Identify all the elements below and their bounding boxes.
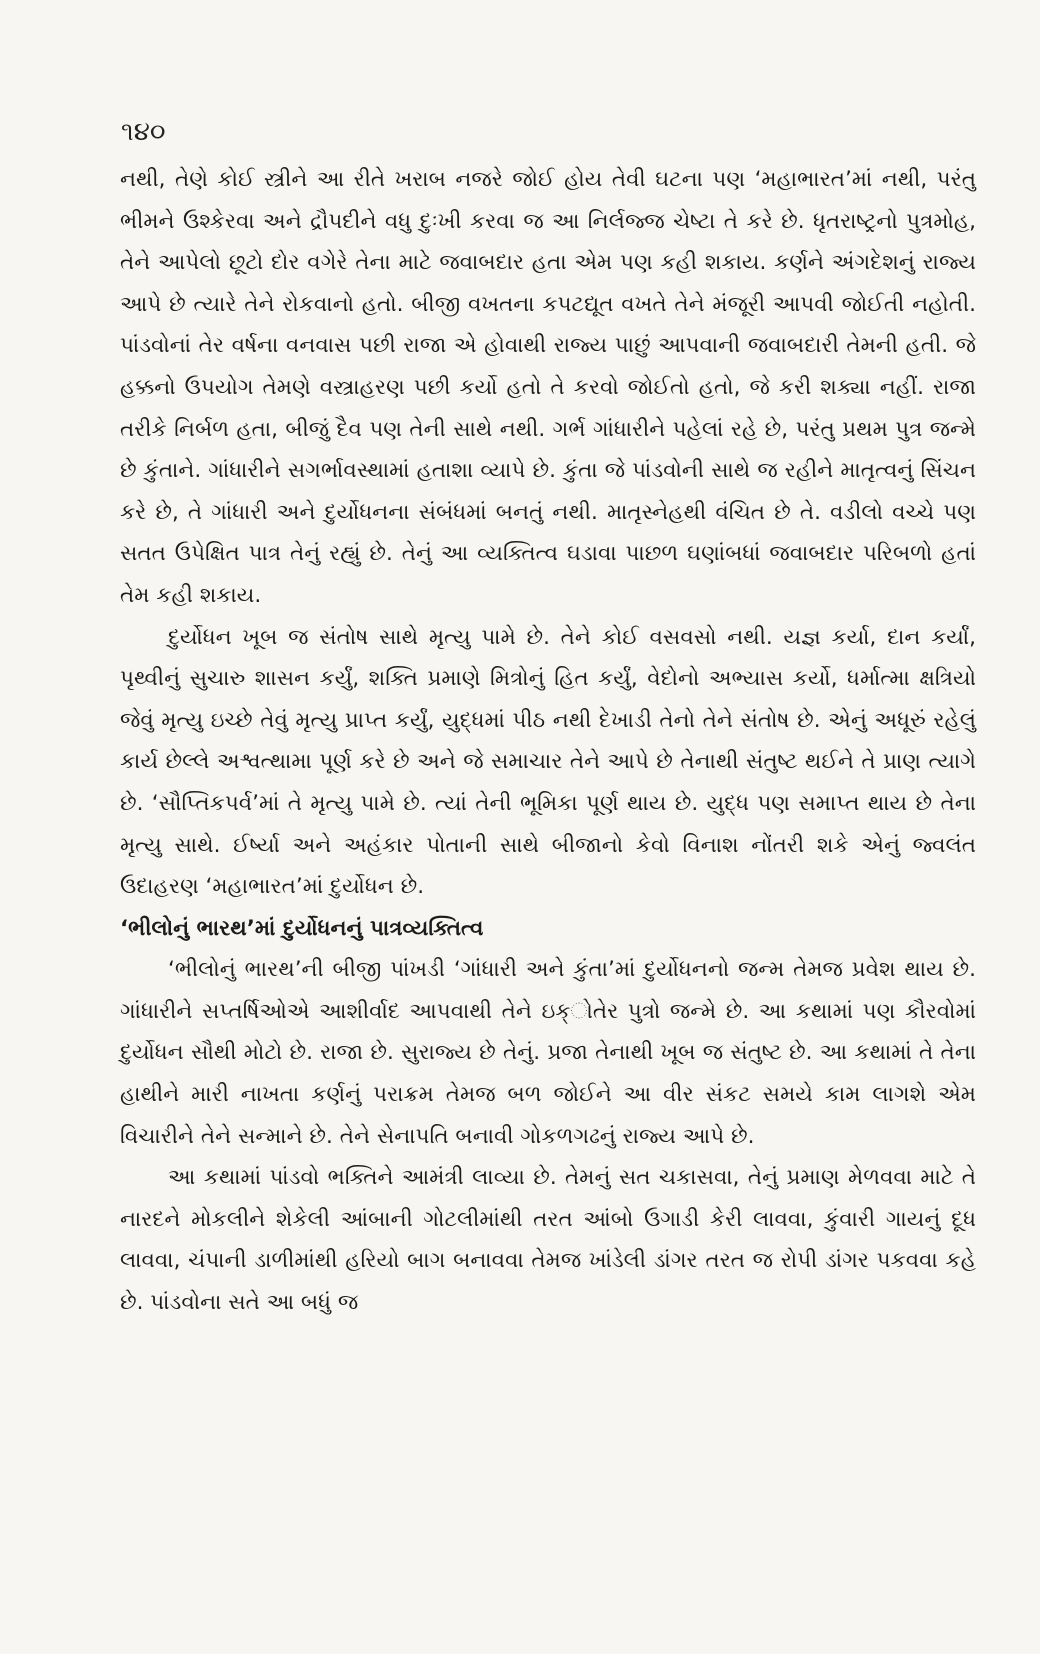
page-number: ૧૪૦ — [121, 117, 166, 147]
paragraph-3: ‘ભીલોનું ભારથ’ની બીજી પાંખડી ‘ગાંધારી અને કુંતા’માં દુર્યોધનનો જન્મ તેમજ પ્રવેશ થાય છે. ગાંધારીને સપ્તર્ષિઓએ આશીર્વાદ આપવાથી તેને ઇક્ોતેર પુત્રો જન્મે છે. આ કથામાં પણ કૌરવોમાં દુર્યોધન સૌથી મોટો છે. રાજા છે. સુરાજ્ય છે તેનું. પ્રજા તેનાથી ખૂબ જ સંતુષ્ટ છે. આ કથામાં તે તેના હાથીને મારી નાખતા કર્ણનું પરાક્રમ તેમજ બળ જોઈને આ વીર સંકટ સમયે કામ લાગશે એમ વિચારીને તેને સન્માને છે. તેને સેનાપતિ બનાવી ગોકળગઢનું રાજ્ય આપે છે. — [120, 957, 976, 1149]
page-body — [120, 159, 976, 1324]
paragraph-1: નથી, તેણે કોઈ સ્ત્રીને આ રીતે ખરાબ નજરે જોઈ હોય તેવી ઘટના પણ ‘મહાભારત’માં નથી, પરંતુ ભીમને ઉશ્કેરવા અને દ્રૌપદીને વધુ દુઃખી કરવા જ આ નિર્લજ્જ ચેષ્ટા તે કરે છે. ધૃતરાષ્ટ્રનો પુત્રમોહ, તેને આપેલો છૂટો દોર વગેરે તેના માટે જવાબદાર હતા એમ પણ કહી શકાય. કર્ણને અંગદેશનું રાજ્ય આપે છે ત્યારે તેને રોકવાનો હતો. બીજી વખતના કપટદ્યૂત વખતે તેને મંજૂરી આપવી જોઈતી નહોતી. પાંડવોનાં તેર વર્ષના વનવાસ પછી રાજા એ હોવાથી રાજ્ય પાછું આપવાની જવાબદારી તેમની હતી. જે હક્કનો ઉપયોગ તેમણે વસ્ત્રાહરણ પછી કર્યો હતો તે કરવો જોઈતો હતો, જે કરી શક્યા નહીં. રાજા તરીકે નિર્બળ હતા, બીજું દૈવ પણ તેની સાથે નથી. ગર્ભ ગાંધારીને પહેલાં રહે છે, પરંતુ પ્રથમ પુત્ર જન્મે છે કુંતાને. ગાંધારીને સગર્ભાવસ્થામાં હતાશા વ્યાપે છે. કુંતા જે પાંડવોની સાથે જ રહીને માતૃત્વનું સિંચન કરે છે, તે ગાંધારી અને દુર્યોધનના સંબંધમાં બનતું નથી. માતૃસ્નેહથી વંચિત છે તે. વડીલો વચ્ચે પણ સતત ઉપેક્ષિત પાત્ર તેનું રહ્યું છે. તેનું આ વ્યક્તિત્વ ઘડાવા પાછળ ઘણાંબધાં જવાબદાર પરિબળો હતાં તેમ કહી શકાય. — [120, 167, 976, 608]
paragraph-2: દુર્યોધન ખૂબ જ સંતોષ સાથે મૃત્યુ પામે છે. તેને કોઈ વસવસો નથી. યજ્ઞ કર્યા, દાન કર્યાં, પૃથ્વીનું સુચારુ શાસન કર્યું, શક્તિ પ્રમાણે મિત્રોનું હિત કર્યું, વેદોનો અભ્યાસ કર્યો, ધર્માત્મા ક્ષત્રિયો જેવું મૃત્યુ ઇચ્છે તેવું મૃત્યુ પ્રાપ્ત કર્યું, યુદ્ધમાં પીઠ નથી દેખાડી તેનો તેને સંતોષ છે. એનું અધૂરું રહેલું કાર્ય છેલ્લે અશ્વત્થામા પૂર્ણ કરે છે અને જે સમાચાર તેને આપે છે તેનાથી સંતુષ્ટ થઈને તે પ્રાણ ત્યાગે છે. ‘સૌપ્તિકપર્વ’માં તે મૃત્યુ પામે છે. ત્યાં તેની ભૂમિકા પૂર્ણ થાય છે. યુદ્ધ પણ સમાપ્ત થાય છે તેના મૃત્યુ સાથે. ઈર્ષ્યા અને અહંકાર પોતાની સાથે બીજાનો કેવો વિનાશ નોંતરી શકે એનું જ્વલંત ઉદાહરણ ‘મહાભારત’માં દુર્યોધન છે. — [120, 624, 976, 900]
paragraph-4: આ કથામાં પાંડવો ભક્તિને આમંત્રી લાવ્યા છે. તેમનું સત ચકાસવા, તેનું પ્રમાણ મેળવવા માટે તે નારદને મોકલીને શેકેલી આંબાની ગોટલીમાંથી તરત આંબો ઉગાડી કેરી લાવવા, કુંવારી ગાયનું દૂધ લાવવા, ચંપાની ડાળીમાંથી હરિયો બાગ બનાવવા તેમજ ખાંડેલી ડાંગર તરત જ રોપી ડાંગર પકવવા કહે છે. પાંડવોના સતે આ બધું જ — [120, 1165, 976, 1316]
section-heading: ‘ભીલોનું ભારથ’માં દુર્યોધનનું પાત્રવ્યક્તિત્વ — [120, 915, 484, 941]
